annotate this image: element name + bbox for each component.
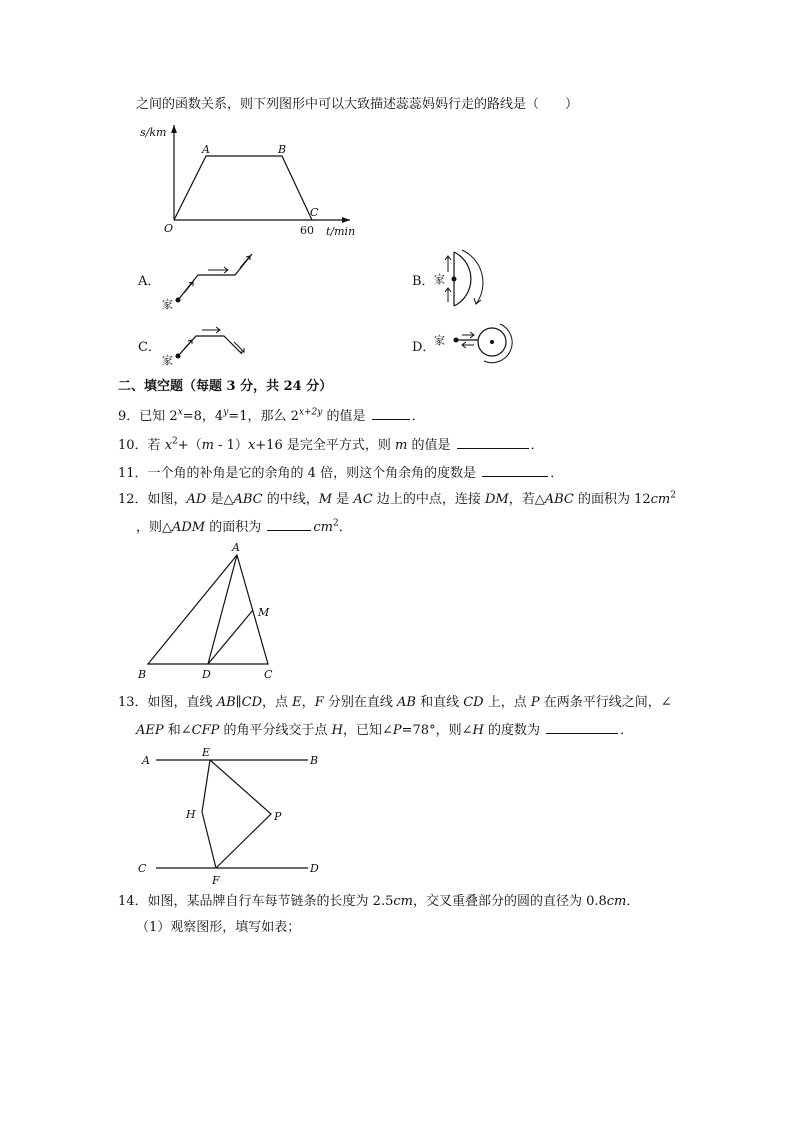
q10-text: +（	[177, 438, 202, 453]
graph-point-a: A	[202, 143, 210, 156]
q10-var: x	[247, 438, 256, 453]
q13-var: P	[530, 695, 540, 710]
q12-unit: cm	[313, 520, 334, 535]
q12-text: 的面积为	[205, 520, 262, 535]
q9-text: 9．已知 2	[118, 409, 178, 424]
q12-var: AC	[353, 492, 373, 507]
q10-answer-blank[interactable]	[457, 435, 529, 449]
q13-text: 在两条平行线之间，∠	[539, 695, 672, 710]
q12-point-b: B	[138, 668, 147, 681]
q13-text: 和∠	[163, 723, 192, 738]
q13-point-c: C	[138, 862, 147, 875]
q12-text: ，则△	[136, 520, 172, 535]
q13-var: E	[292, 695, 302, 710]
q10-var: m	[394, 438, 408, 453]
question-9	[118, 406, 425, 426]
question-13-line-2	[136, 720, 633, 740]
q13-var: H	[472, 723, 484, 738]
q13-var: AB	[216, 695, 236, 710]
q12-text: 是	[332, 492, 354, 507]
q13-text: ∥	[235, 695, 242, 710]
q13-text: 和直线	[415, 695, 464, 710]
q13-point-d: D	[310, 862, 319, 875]
q9-text: ．	[411, 409, 425, 424]
q12-text: ．	[338, 520, 352, 535]
q11-answer-blank[interactable]	[482, 463, 548, 477]
q12-text: 边上的中点，连接	[372, 492, 485, 507]
q10-exp: 2	[172, 436, 178, 447]
q12-var: M	[318, 492, 333, 507]
home-label-d: 家	[434, 334, 445, 347]
q14-text: 14．如图，某品牌自行车每节链条的长度为 2.5	[118, 894, 394, 909]
q13-text: 分别在直线	[323, 695, 397, 710]
q10-text: 的值是	[407, 438, 451, 453]
q9-exp-y: y	[223, 407, 229, 418]
option-b-label: B．	[412, 274, 435, 289]
q12-var: ABC	[233, 492, 263, 507]
q13-text: =78°，则∠	[401, 723, 473, 738]
q10-text: +16 是完全平方式，则	[255, 438, 395, 453]
section-heading: 二、填空题（每题 3 分，共 24 分）	[118, 379, 333, 394]
q13-text: ，	[301, 695, 315, 710]
q10-text: - 1）	[214, 438, 248, 453]
q9-text: 的值是	[322, 409, 366, 424]
q13-text: 上，点	[483, 695, 531, 710]
q13-answer-blank[interactable]	[546, 720, 618, 734]
q12-var: AD	[186, 492, 207, 507]
option-c-route-figure	[160, 320, 270, 370]
question-12-line-2	[136, 517, 352, 537]
q9-exp-x: x	[177, 407, 183, 418]
q14-text: ，交叉重叠部分的圆的直径为 0.8	[412, 894, 607, 909]
q13-point-a: A	[142, 754, 150, 767]
q8-distance-time-graph	[140, 120, 370, 240]
question-13-line-1	[118, 694, 672, 712]
q12-var: ABC	[544, 492, 574, 507]
q10-text: ．	[530, 438, 544, 453]
q12-text: 的面积为 12	[573, 492, 651, 507]
q13-var: CFP	[191, 723, 220, 738]
q13-point-p: P	[274, 810, 282, 823]
q13-point-b: B	[310, 754, 319, 767]
graph-origin: O	[164, 222, 174, 235]
q8-stem: 之间的函数关系，则下列图形中可以大致描述蕊蕊妈妈行走的路线是（ ）	[136, 97, 579, 112]
option-a-route-figure	[160, 248, 270, 311]
home-label-a: 家	[162, 298, 173, 311]
q12-point-c: C	[264, 668, 273, 681]
option-c-label: C．	[138, 340, 161, 355]
q13-parallel-lines-figure	[138, 746, 328, 886]
graph-xlabel: t/min	[326, 225, 356, 238]
q14-unit: cm	[393, 894, 413, 909]
option-a-label: A．	[138, 274, 161, 289]
q12-point-d: D	[202, 668, 211, 681]
option-d-route-figure	[434, 320, 524, 370]
q12-unit: cm	[650, 492, 671, 507]
q12-triangle-figure	[136, 540, 296, 680]
graph-ylabel: s/km	[140, 126, 167, 139]
q13-var: F	[314, 695, 324, 710]
q12-exp: 2	[670, 490, 676, 501]
q12-exp: 2	[333, 518, 339, 529]
q12-var: ADM	[172, 520, 206, 535]
home-label-b: 家	[434, 273, 445, 286]
q14-text: ．	[626, 894, 640, 909]
q13-point-f: F	[212, 874, 220, 887]
q13-text: 的度数为	[483, 723, 540, 738]
q10-text: 10．若	[118, 438, 165, 453]
q14-unit: cm	[606, 894, 627, 909]
graph-point-c: C	[310, 206, 319, 219]
graph-point-b: B	[278, 143, 287, 156]
q13-var: AB	[396, 695, 416, 710]
q12-text: 12．如图，	[118, 492, 187, 507]
q9-answer-blank[interactable]	[372, 406, 410, 420]
q10-var: m	[201, 438, 214, 453]
q12-point-a: A	[232, 541, 240, 554]
q13-var: H	[331, 723, 343, 738]
question-14-line-2: （1）观察图形，填写如表；	[136, 920, 301, 935]
q12-answer-blank[interactable]	[267, 517, 311, 531]
q13-text: 13．如图，直线	[118, 695, 217, 710]
question-11	[118, 463, 563, 483]
q10-var: x	[164, 438, 173, 453]
question-10	[118, 435, 544, 455]
q9-exp-x2y: x+2y	[298, 407, 323, 418]
option-b-route-figure	[434, 246, 504, 316]
q11-text: 11．一个角的补角是它的余角的 4 倍，则这个角余角的度数是	[118, 466, 477, 481]
q13-point-e: E	[202, 746, 211, 759]
graph-tick-60: 60	[300, 224, 314, 237]
q13-var: P	[392, 723, 402, 738]
q13-var: CD	[463, 695, 484, 710]
q13-text: ，点	[262, 695, 293, 710]
q13-text: ．	[620, 723, 634, 738]
q13-var: AEP	[136, 723, 164, 738]
q13-point-h: H	[186, 808, 196, 821]
option-d-label: D．	[412, 340, 436, 355]
q12-text: 的中线，	[262, 492, 319, 507]
q13-text: ，已知∠	[342, 723, 393, 738]
q12-point-m: M	[258, 606, 270, 619]
q12-text: ，若△	[508, 492, 545, 507]
q9-text: =8，4	[182, 409, 224, 424]
q13-text: 的角平分线交于点	[219, 723, 332, 738]
question-14-line-1	[118, 893, 639, 911]
q12-var: DM	[484, 492, 509, 507]
q9-text: =1，那么 2	[228, 409, 299, 424]
question-12-line-1	[118, 491, 676, 509]
q11-text: ．	[550, 466, 564, 481]
q13-var: CD	[241, 695, 263, 710]
q12-text: 是△	[206, 492, 234, 507]
home-label-c: 家	[162, 354, 173, 367]
